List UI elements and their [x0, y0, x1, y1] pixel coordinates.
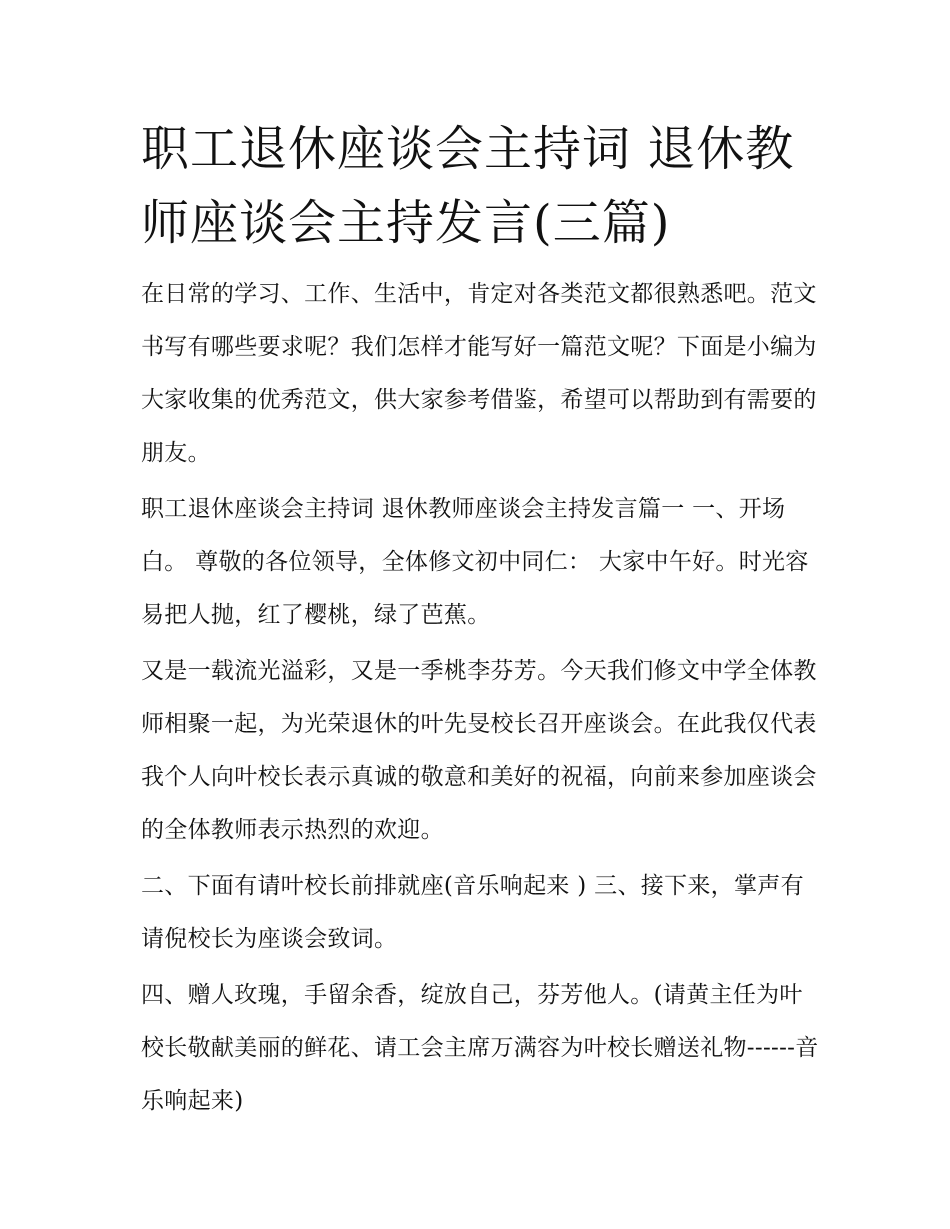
paragraph-seating: 二、下面有请叶校长前排就座(音乐响起来 ) 三、接下来，掌声有请倪校长为座谈会致词。 — [141, 873, 804, 952]
paragraph-flowers: 四、赠人玫瑰，手留余香，绽放自己，芬芳他人。(请黄主任为叶校长敬献美丽的鲜花、请工会主席万满容为叶校长赠送礼物------音乐响起来) — [141, 982, 819, 1114]
paragraph-opening: 职工退休座谈会主持词 退休教师座谈会主持发言篇一 一、开场白。 尊敬的各位领导，全体修文初中同仁： 大家中午好。时光容易把人抛，红了樱桃，绿了芭蕉。 — [141, 496, 809, 628]
paragraph-intro: 在日常的学习、工作、生活中，肯定对各类范文都很熟悉吧。范文书写有哪些要求呢？我们怎样才能写好一篇范文呢？下面是小编为大家收集的优秀范文，供大家参考借鉴，希望可以帮助到有需要的朋友。 — [141, 281, 817, 466]
document-body — [141, 112, 821, 1131]
paragraph-welcome: 又是一载流光溢彩，又是一季桃李芬芳。今天我们修文中学全体教师相聚一起，为光荣退休的叶先旻校长召开座谈会。在此我仅代表我个人向叶校长表示真诚的敬意和美好的祝福，向前来参加座谈会的全体教师表示热烈的欢迎。 — [141, 658, 817, 843]
document-title: 职工退休座谈会主持词 退休教师座谈会主持发言(三篇) — [141, 121, 795, 251]
